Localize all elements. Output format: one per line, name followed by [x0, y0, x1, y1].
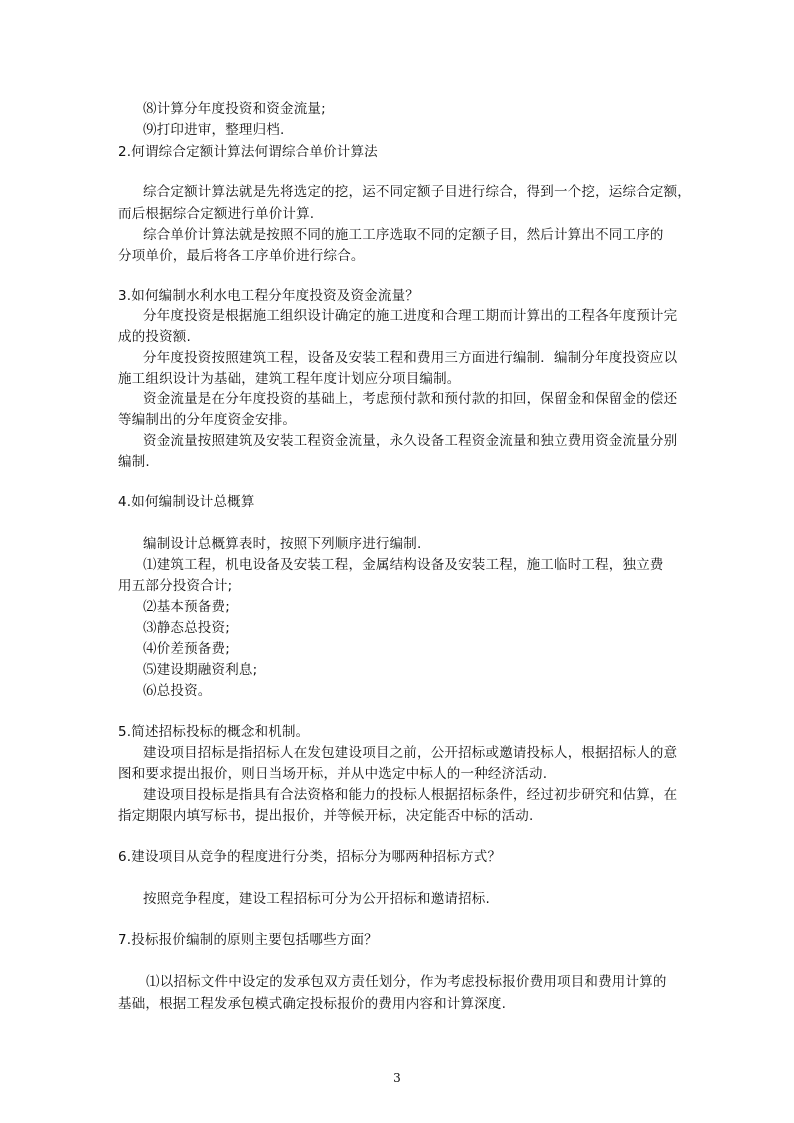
paragraph-line: 图和要求提出报价，则日当场开标，并从中选定中标人的一种经济活动.: [118, 766, 548, 782]
paragraph-line: 综合单价计算法就是按照不同的施工工序选取不同的定额子目，然后计算出不同工序的: [143, 227, 664, 243]
list-item: ⑼打印进审，整理归档.: [143, 122, 285, 138]
question-heading: 4.如何编制设计总概算: [118, 494, 255, 510]
page-number: 3: [393, 1071, 401, 1085]
paragraph-line: 分项单价，最后将各工序单价进行综合。: [118, 248, 365, 264]
question-heading: 3.如何编制水利水电工程分年度投资及资金流量？: [118, 288, 419, 304]
paragraph-line: 成的投资额.: [118, 329, 191, 345]
paragraph-line: 施工组织设计为基础，建筑工程年度计划应分项目编制。: [118, 371, 461, 387]
paragraph-line: 编制.: [118, 454, 150, 470]
paragraph-line: 按照竞争程度，建设工程招标可分为公开招标和邀请招标.: [143, 891, 490, 907]
list-item: ⑻计算分年度投资和资金流量;: [143, 101, 326, 117]
list-item: ⑶静态总投资;: [143, 620, 230, 636]
list-item: ⑵基本预备费;: [143, 599, 230, 615]
paragraph-line: 资金流量按照建筑及安装工程资金流量，永久设备工程资金流量和独立费用资金流量分别: [143, 433, 678, 449]
paragraph-line: 指定期限内填写标书，提出报价，并等候开标，决定能否中标的活动.: [118, 808, 534, 824]
question-heading: 5.简述招标投标的概念和机制。: [118, 724, 310, 740]
question-heading: 7.投标报价编制的原则主要包括哪些方面？: [118, 932, 378, 948]
question-heading: 6.建设项目从竞争的程度进行分类，招标分为哪两种招标方式？: [118, 849, 502, 865]
question-heading: 2.何谓综合定额计算法何谓综合单价计算法: [118, 144, 378, 160]
list-item: ⑴以招标文件中设定的发承包双方责任划分，作为考虑投标报价费用项目和费用计算的: [146, 974, 667, 990]
paragraph-line: 建设项目招标是指招标人在发包建设项目之前，公开招标或邀请投标人，根据招标人的意: [143, 745, 678, 761]
paragraph-line: 资金流量是在分年度投资的基础上，考虑预付款和预付款的扣回，保留金和保留金的偿还: [143, 391, 678, 407]
paragraph-line: 综合定额计算法就是先将选定的挖，运不同定额子目进行综合，得到一个挖，运综合定额，: [143, 184, 691, 200]
paragraph-line: 而后根据综合定额进行单价计算.: [118, 206, 315, 222]
list-item: 用五部分投资合计;: [118, 578, 233, 594]
list-item: ⑷价差预备费;: [143, 641, 230, 657]
list-item: ⑸建设期融资利息;: [143, 662, 258, 678]
paragraph-line: 建设项目投标是指具有合法资格和能力的投标人根据招标条件，经过初步研究和估算，在: [143, 787, 678, 803]
list-item: 基础，根据工程发承包模式确定投标报价的费用内容和计算深度.: [118, 996, 507, 1012]
paragraph-line: 编制设计总概算表时，按照下列顺序进行编制.: [143, 536, 422, 552]
list-item: ⑴建筑工程，机电设备及安装工程，金属结构设备及安装工程，施工临时工程，独立费: [143, 557, 664, 573]
paragraph-line: 分年度投资是根据施工组织设计确定的施工进度和合理工期而计算出的工程各年度预计完: [143, 308, 678, 324]
paragraph-line: 等编制出的分年度资金安排。: [118, 412, 297, 428]
list-item: ⑹总投资。: [143, 683, 212, 699]
paragraph-line: 分年度投资按照建筑工程，设备及安装工程和费用三方面进行编制．编制分年度投资应以: [143, 350, 678, 366]
